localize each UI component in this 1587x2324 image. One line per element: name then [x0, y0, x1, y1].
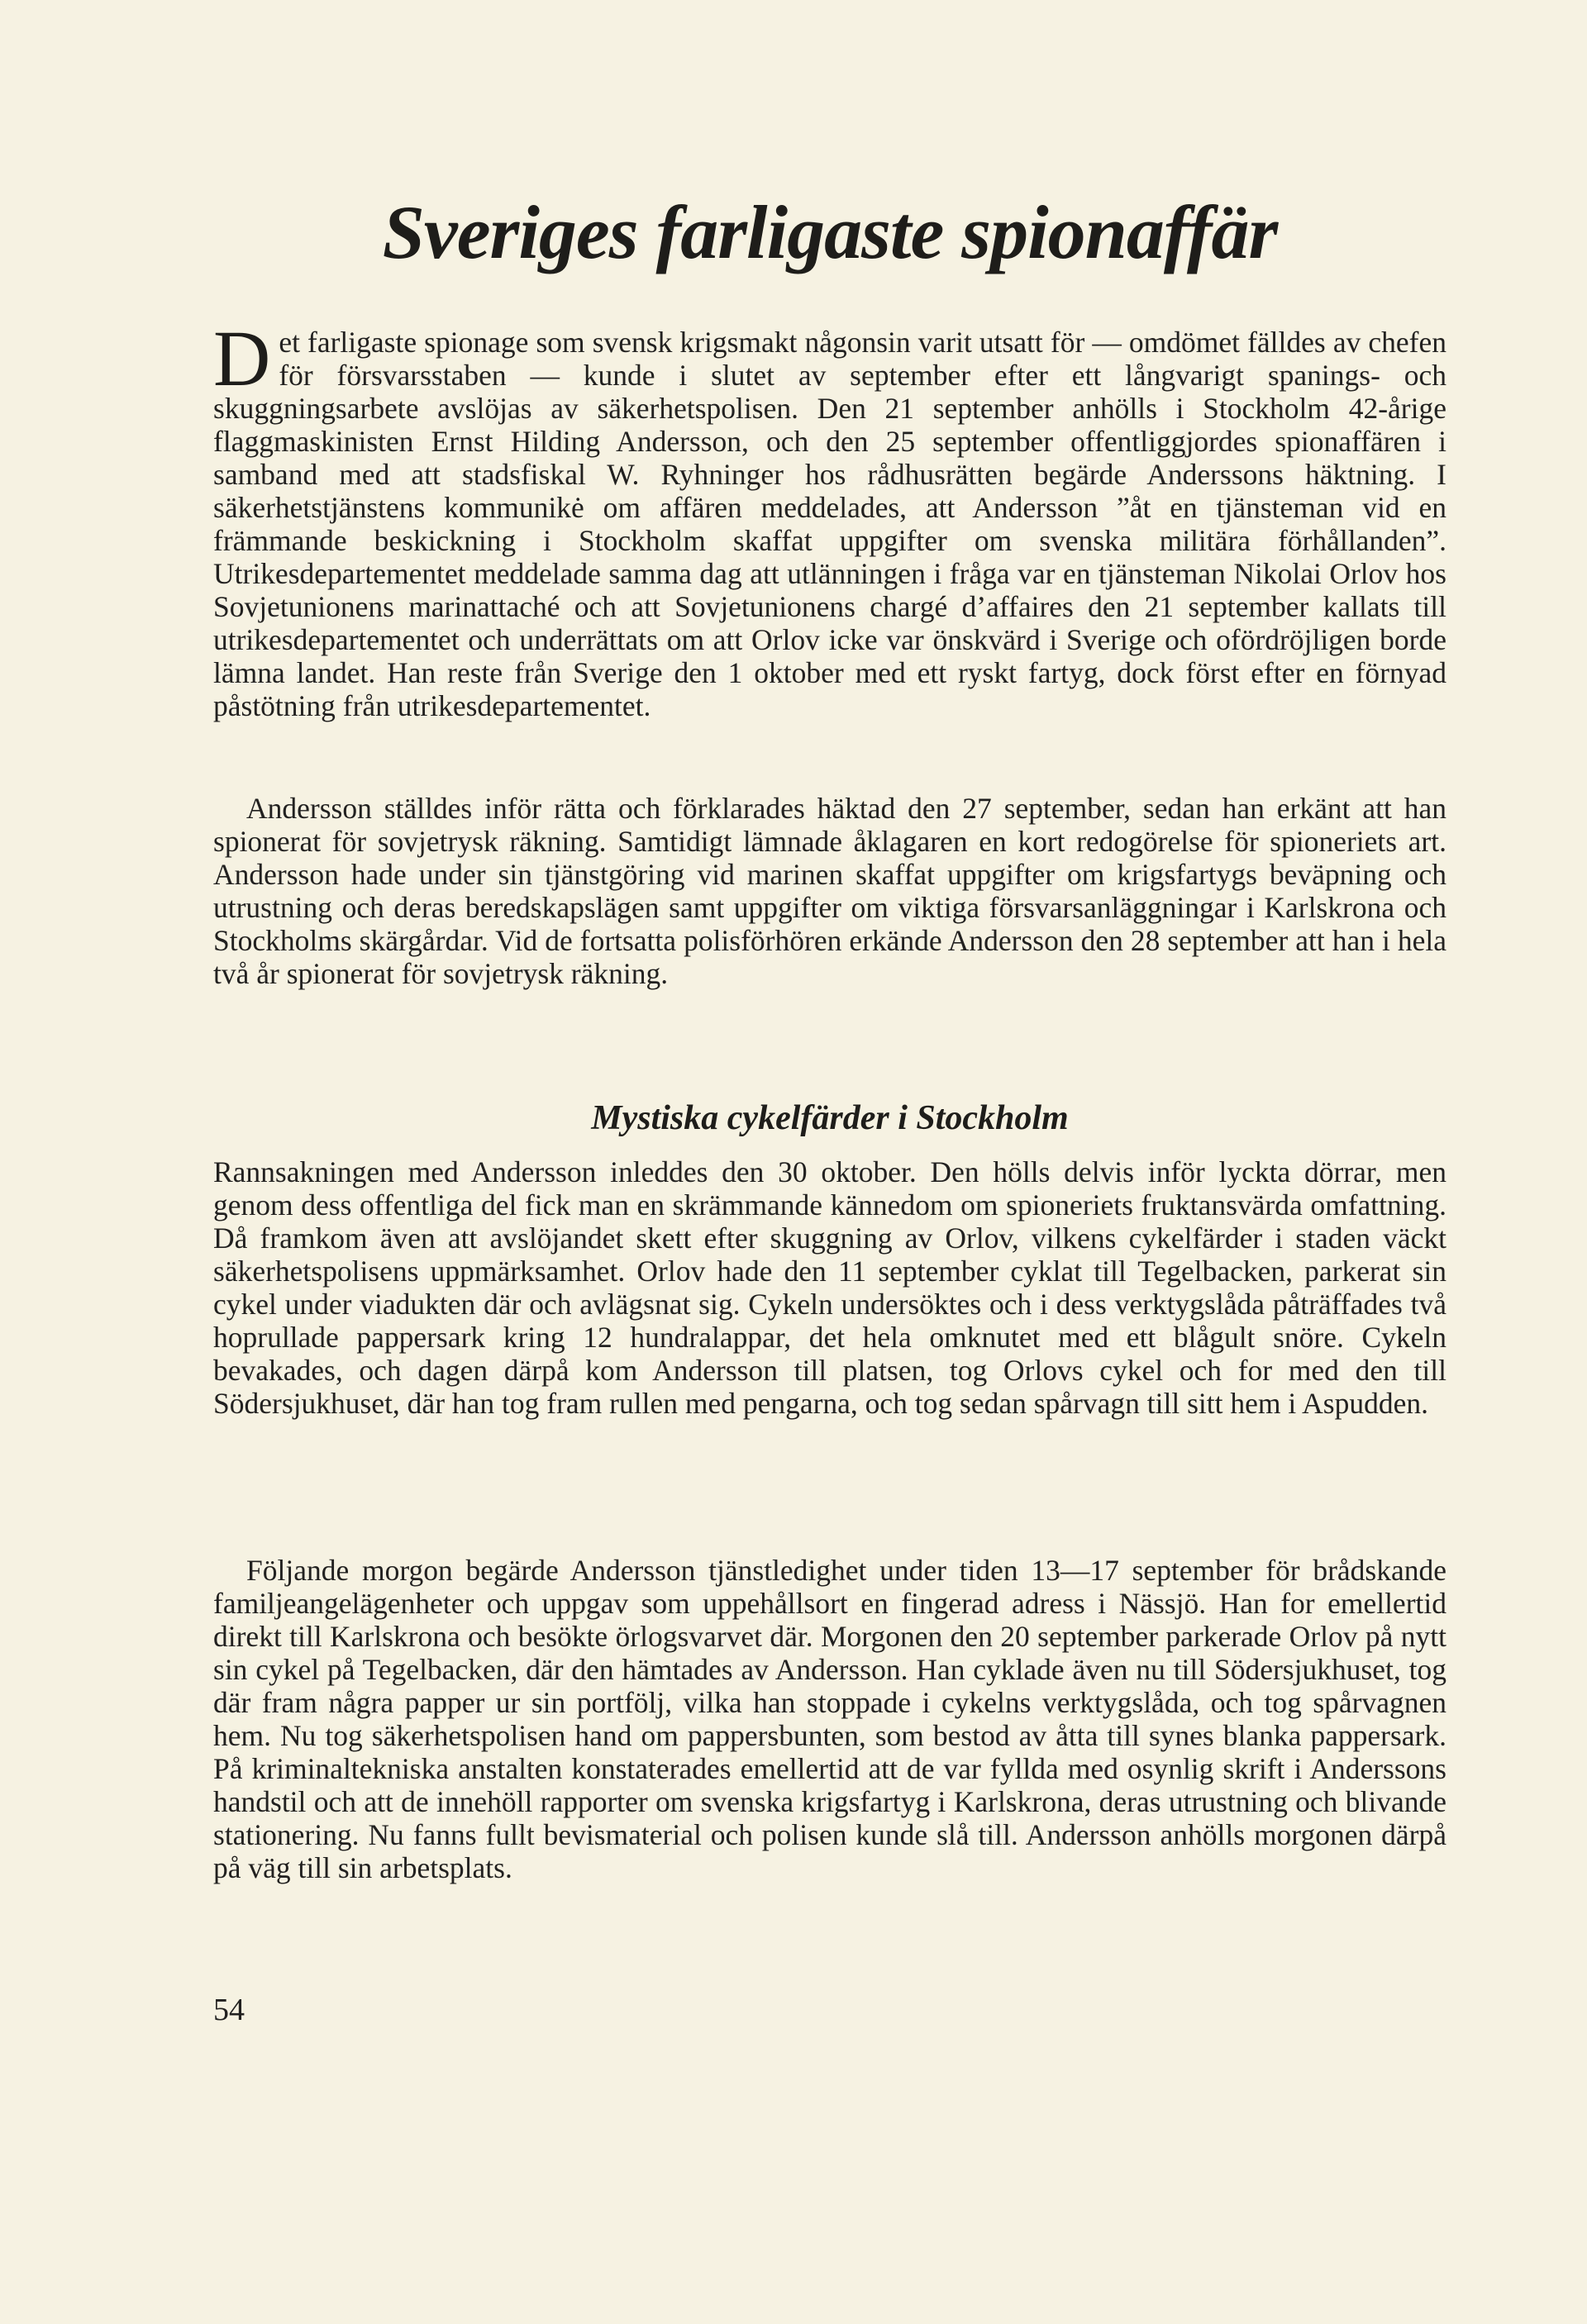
paragraph-4: Följande morgon begärde Andersson tjänstledighet under tiden 13—17 september för brådskande familjeangelägenheter och uppgav som uppehållsort en fingerad adress i Nässjö. Han for emellertid direkt till Karlskrona och besökte örlogsvarvet där. Morgonen den 20 september parkerade Orlov på nytt sin cykel på Tegelbacken, där den hämtades av Andersson. Han cyklade även nu till Södersjukhuset, tog där fram några papper ur sin portfölj, vilka han stoppade i cykelns verktygslåda, och tog spårvagnen hem. Nu tog säkerhetspolisen hand om pappersbunten, som bestod av åtta till synes blanka pappersark. På kriminaltekniska anstalten konstaterades emellertid att de var fyllda med osynlig skrift i Anderssons handstil och att de innehöll rapporter om svenska krigsfartyg i Karlskrona, deras utrustning och blivande stationering. Nu fanns fullt bevismaterial och polisen kunde slå till. Andersson anhölls morgonen därpå på väg till sin arbetsplats.: [213, 1554, 1446, 1884]
paragraph-2: Andersson ställdes inför rätta och förklarades häktad den 27 september, sedan han erkänt att han spionerat för sovjetrysk räkning. Samtidigt lämnade åklagaren en kort redogörelse för spioneriets art. Andersson hade under sin tjänstgöring vid marinen skaffat uppgifter om krigsfartygs beväpning och utrustning och deras beredskapslägen samt uppgifter om viktiga försvarsanläggningar i Karlskrona och Stockholms skärgårdar. Vid de fortsatta polisförhören erkände Andersson den 28 september att han i hela två år spionerat för sovjetrysk räkning.: [213, 792, 1446, 990]
section-subheading: Mystiska cykelfärder i Stockholm: [591, 1099, 1069, 1137]
article-title: Sveriges farligaste spionaffär: [382, 190, 1278, 274]
drop-cap: D: [213, 314, 271, 402]
paragraph-1-text: et farligaste spionage som svensk krigsmakt någonsin varit utsatt för — omdömet fälldes av chefen för försvarsstaben — kunde i slutet av september efter ett långvarigt spanings- och skuggningsarbete avslöjas av säkerhetspolisen. Den 21 september anhölls i Stockholm 42-årige flaggmaskinisten Ernst Hilding Andersson, och den 25 september offentliggjordes spionaffären i samband med att stadsfiskal W. Ryhninger hos rådhusrätten begärde Anderssons häktning. I säkerhetstjänstens kommunikė om affären meddelades, att Andersson ”åt en tjänsteman vid en främmande beskickning i Stockholm skaffat uppgifter om svenska militära förhållanden”. Utrikesdepartementet meddelade samma dag att utlänningen i fråga var en tjänsteman Nikolai Orlov hos Sovjetunionens marinattaché och att Sovjetunionens chargé d’affaires den 21 september kallats till utrikesdepartementet och underrättats om att Orlov icke var önskvärd i Sverige och ofördröjligen borde lämna landet. Han reste från Sverige den 1 oktober med ett ryskt fartyg, dock först efter en förnyad påstötning från utrikesdepartementet.: [213, 326, 1446, 722]
paragraph-3: Rannsakningen med Andersson inleddes den 30 oktober. Den hölls delvis inför lyckta dörrar, men genom dess offentliga del fick man en skrämmande kännedom om spioneriets fruktansvärda omfattning. Då framkom även att avslöjandet skett efter skuggning av Orlov, vilkens cykelfärder i staden väckt säkerhetspolisens uppmärksamhet. Orlov hade den 11 september cyklat till Tegelbacken, parkerat sin cykel under viadukten där och avlägsnat sig. Cykeln undersöktes och i dess verktygslåda påträffades två hoprullade pappersark kring 12 hundralappar, det hela omknutet med ett blågult snöre. Cykeln bevakades, och dagen därpå kom Andersson till platsen, tog Orlovs cykel och for med den till Södersjukhuset, där han tog fram rullen med pengarna, och tog sedan spårvagn till sitt hem i Aspudden.: [213, 1155, 1446, 1420]
paragraph-1: [213, 314, 1446, 722]
page-number: 54: [213, 1993, 245, 2027]
